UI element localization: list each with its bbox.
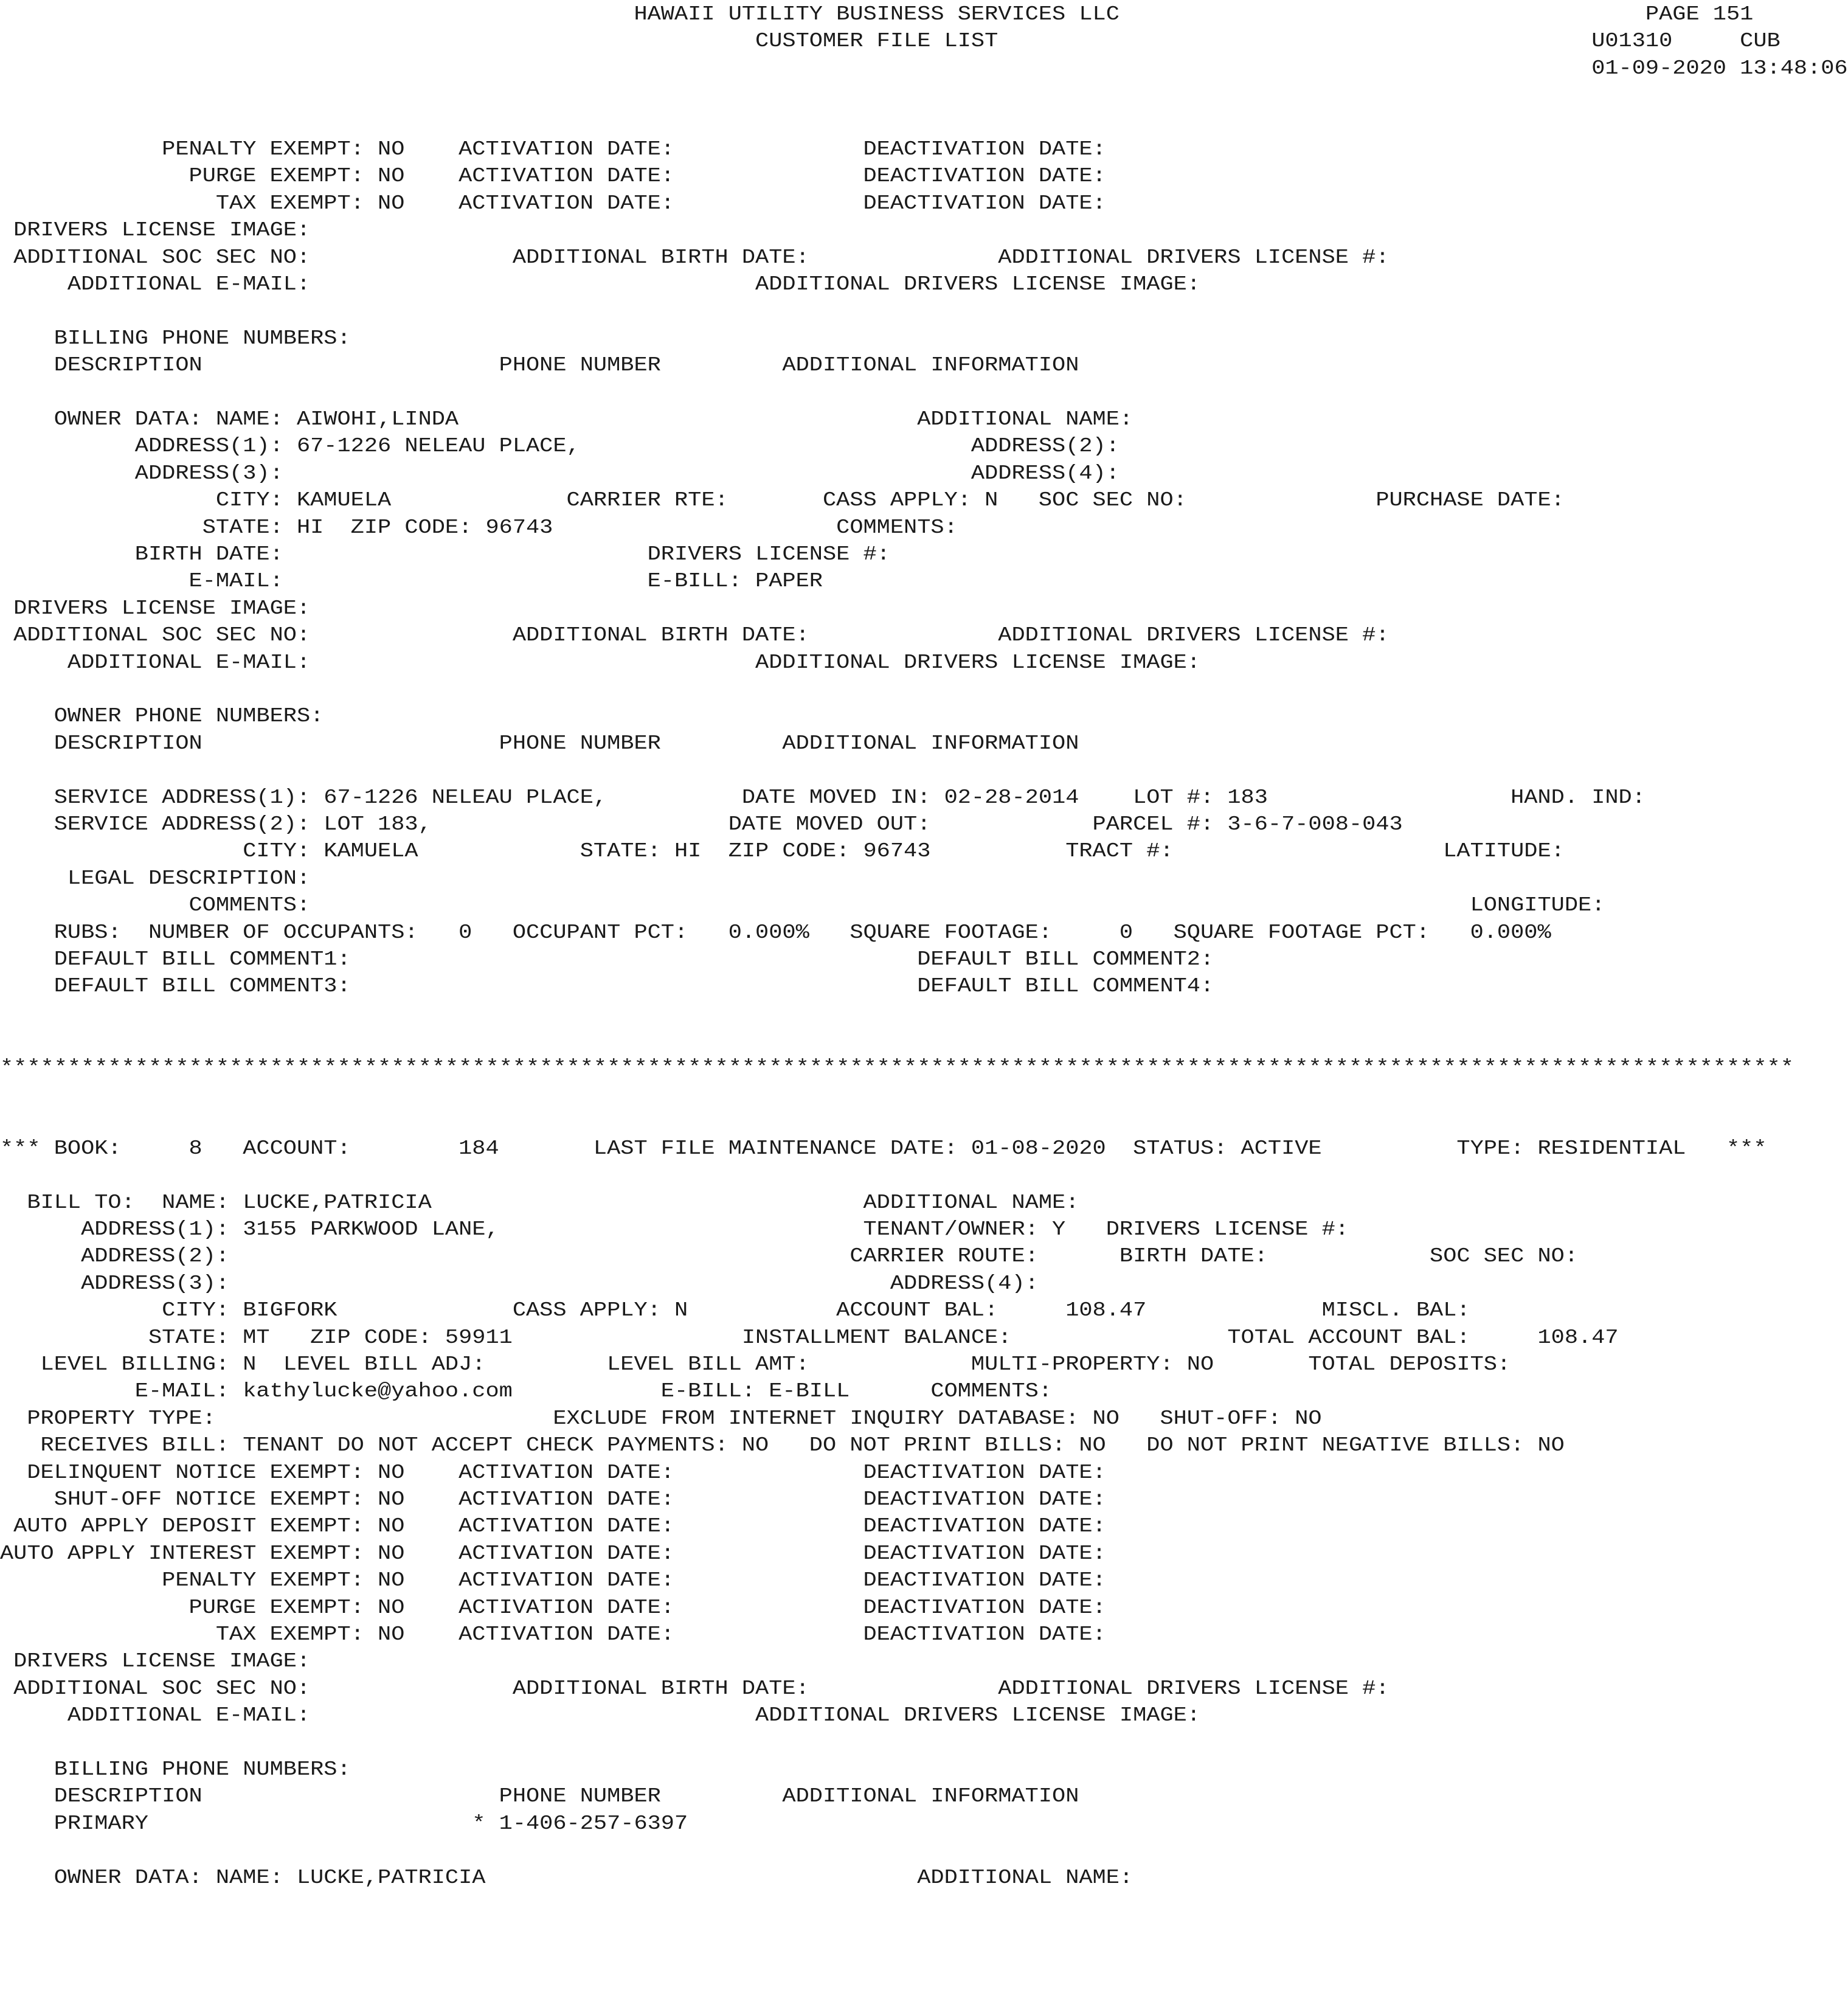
- report-line: [0, 1000, 1737, 1027]
- report-line: ADDITIONAL E-MAIL: ADDITIONAL DRIVERS LICENSE IMAGE:: [0, 651, 1200, 674]
- report-line: ADDITIONAL SOC SEC NO: ADDITIONAL BIRTH DATE: ADDITIONAL DRIVERS LICENSE #:: [0, 1677, 1389, 1700]
- report-line: DESCRIPTION PHONE NUMBER ADDITIONAL INFORMATION: [0, 354, 1079, 377]
- report-line: BIRTH DATE: DRIVERS LICENSE #:: [0, 543, 890, 566]
- report-line: *** BOOK: 8 ACCOUNT: 184 LAST FILE MAINTENANCE DATE: 01-08-2020 STATUS: ACTIVE TYPE: RESIDENTIAL ***: [0, 1137, 1767, 1160]
- report-line: ADDITIONAL E-MAIL: ADDITIONAL DRIVERS LICENSE IMAGE:: [0, 1704, 1200, 1727]
- report-line: 01-09-2020 13:48:06: [0, 57, 1848, 80]
- report-line: TAX EXEMPT: NO ACTIVATION DATE: DEACTIVATION DATE:: [0, 1623, 1106, 1646]
- report-line: [0, 676, 1737, 703]
- report-line: [0, 82, 1737, 109]
- report-line: AUTO APPLY INTEREST EXEMPT: NO ACTIVATION DATE: DEACTIVATION DATE:: [0, 1542, 1106, 1565]
- report-line: ADDRESS(3): ADDRESS(4):: [0, 462, 1120, 485]
- report-line: DEFAULT BILL COMMENT3: DEFAULT BILL COMMENT4:: [0, 975, 1214, 998]
- report-line: ADDRESS(1): 67-1226 NELEAU PLACE, ADDRESS(2):: [0, 435, 1120, 458]
- report-line: ADDRESS(2): CARRIER ROUTE: BIRTH DATE: SOC SEC NO:: [0, 1245, 1579, 1268]
- report-line: SERVICE ADDRESS(2): LOT 183, DATE MOVED OUT: PARCEL #: 3-6-7-008-043: [0, 813, 1403, 836]
- report-line: LEVEL BILLING: N LEVEL BILL ADJ: LEVEL BILL AMT: MULTI-PROPERTY: NO TOTAL DEPOSITS:: [0, 1353, 1511, 1376]
- report-line: DESCRIPTION PHONE NUMBER ADDITIONAL INFORMATION: [0, 1785, 1079, 1808]
- report-line: RUBS: NUMBER OF OCCUPANTS: 0 OCCUPANT PCT: 0.000% SQUARE FOOTAGE: 0 SQUARE FOOTAGE PCT: 0.000%: [0, 921, 1551, 944]
- report-line: PROPERTY TYPE: EXCLUDE FROM INTERNET INQUIRY DATABASE: NO SHUT-OFF: NO: [0, 1407, 1322, 1430]
- report-line: DRIVERS LICENSE IMAGE:: [0, 597, 311, 620]
- report-line: CITY: KAMUELA CARRIER RTE: CASS APPLY: N SOC SEC NO: PURCHASE DATE:: [0, 489, 1565, 512]
- report-line: [0, 757, 1737, 784]
- report-line: CITY: KAMUELA STATE: HI ZIP CODE: 96743 TRACT #: LATITUDE:: [0, 840, 1565, 863]
- report-line: SERVICE ADDRESS(1): 67-1226 NELEAU PLACE, DATE MOVED IN: 02-28-2014 LOT #: 183 HAND. IND:: [0, 786, 1646, 809]
- report-line: [0, 1730, 1737, 1756]
- report-line: [0, 380, 1737, 406]
- report-line: ADDRESS(3): ADDRESS(4):: [0, 1272, 1039, 1295]
- report-line: [0, 1027, 1737, 1054]
- report-line: RECEIVES BILL: TENANT DO NOT ACCEPT CHECK PAYMENTS: NO DO NOT PRINT BILLS: NO DO NOT PRINT NEGATIVE BILLS: NO: [0, 1434, 1565, 1457]
- report-line: E-MAIL: kathylucke@yahoo.com E-BILL: E-BILL COMMENTS:: [0, 1380, 1053, 1403]
- report-line: OWNER DATA: NAME: LUCKE,PATRICIA ADDITIONAL NAME:: [0, 1866, 1133, 1889]
- report-line: BILLING PHONE NUMBERS:: [0, 1758, 351, 1781]
- report-line: OWNER DATA: NAME: AIWOHI,LINDA ADDITIONAL NAME:: [0, 408, 1133, 431]
- report-line: PURGE EXEMPT: NO ACTIVATION DATE: DEACTIVATION DATE:: [0, 165, 1106, 188]
- report-line: [0, 1081, 1737, 1108]
- report-line: STATE: HI ZIP CODE: 96743 COMMENTS:: [0, 516, 958, 539]
- report-line: E-MAIL: E-BILL: PAPER: [0, 570, 823, 593]
- report-line: OWNER PHONE NUMBERS:: [0, 705, 324, 728]
- report-line: PENALTY EXEMPT: NO ACTIVATION DATE: DEACTIVATION DATE:: [0, 1569, 1106, 1592]
- report-line: DRIVERS LICENSE IMAGE:: [0, 219, 311, 242]
- report-line: PURGE EXEMPT: NO ACTIVATION DATE: DEACTIVATION DATE:: [0, 1596, 1106, 1619]
- report-line: AUTO APPLY DEPOSIT EXEMPT: NO ACTIVATION DATE: DEACTIVATION DATE:: [0, 1515, 1106, 1538]
- report-line: DESCRIPTION PHONE NUMBER ADDITIONAL INFORMATION: [0, 732, 1079, 755]
- report-line: ADDITIONAL SOC SEC NO: ADDITIONAL BIRTH DATE: ADDITIONAL DRIVERS LICENSE #:: [0, 246, 1389, 269]
- report-line: [0, 1837, 1737, 1864]
- report-line: PENALTY EXEMPT: NO ACTIVATION DATE: DEACTIVATION DATE:: [0, 138, 1106, 161]
- report-line: TAX EXEMPT: NO ACTIVATION DATE: DEACTIVATION DATE:: [0, 192, 1106, 215]
- report-line: COMMENTS: LONGITUDE:: [0, 894, 1605, 917]
- report-line: SHUT-OFF NOTICE EXEMPT: NO ACTIVATION DATE: DEACTIVATION DATE:: [0, 1488, 1106, 1511]
- report-line: CUSTOMER FILE LIST U01310 CUB: [0, 30, 1781, 53]
- report-line: BILL TO: NAME: LUCKE,PATRICIA ADDITIONAL NAME:: [0, 1191, 1079, 1214]
- report-line: STATE: MT ZIP CODE: 59911 INSTALLMENT BALANCE: TOTAL ACCOUNT BAL: 108.47: [0, 1326, 1619, 1349]
- report-line: [0, 298, 1737, 325]
- report-line: HAWAII UTILITY BUSINESS SERVICES LLC PAGE 151: [0, 3, 1754, 26]
- report-line: ADDRESS(1): 3155 PARKWOOD LANE, TENANT/OWNER: Y DRIVERS LICENSE #:: [0, 1218, 1349, 1241]
- report-line: [0, 1108, 1737, 1135]
- report-line: LEGAL DESCRIPTION:: [0, 867, 311, 890]
- report-line: *************************************************************************************************************************************: [0, 1056, 1794, 1079]
- report-line: [0, 1162, 1737, 1189]
- report-line: DRIVERS LICENSE IMAGE:: [0, 1650, 311, 1673]
- report-line: PRIMARY * 1-406-257-6397: [0, 1812, 688, 1835]
- report-line: CITY: BIGFORK CASS APPLY: N ACCOUNT BAL: 108.47 MISCL. BAL:: [0, 1299, 1470, 1322]
- report-line: DELINQUENT NOTICE EXEMPT: NO ACTIVATION DATE: DEACTIVATION DATE:: [0, 1461, 1106, 1484]
- report-line: DEFAULT BILL COMMENT1: DEFAULT BILL COMMENT2:: [0, 948, 1214, 971]
- report-line: [0, 109, 1737, 136]
- report-line: BILLING PHONE NUMBERS:: [0, 327, 351, 350]
- report-line: ADDITIONAL E-MAIL: ADDITIONAL DRIVERS LICENSE IMAGE:: [0, 273, 1200, 296]
- report-line: ADDITIONAL SOC SEC NO: ADDITIONAL BIRTH DATE: ADDITIONAL DRIVERS LICENSE #:: [0, 624, 1389, 647]
